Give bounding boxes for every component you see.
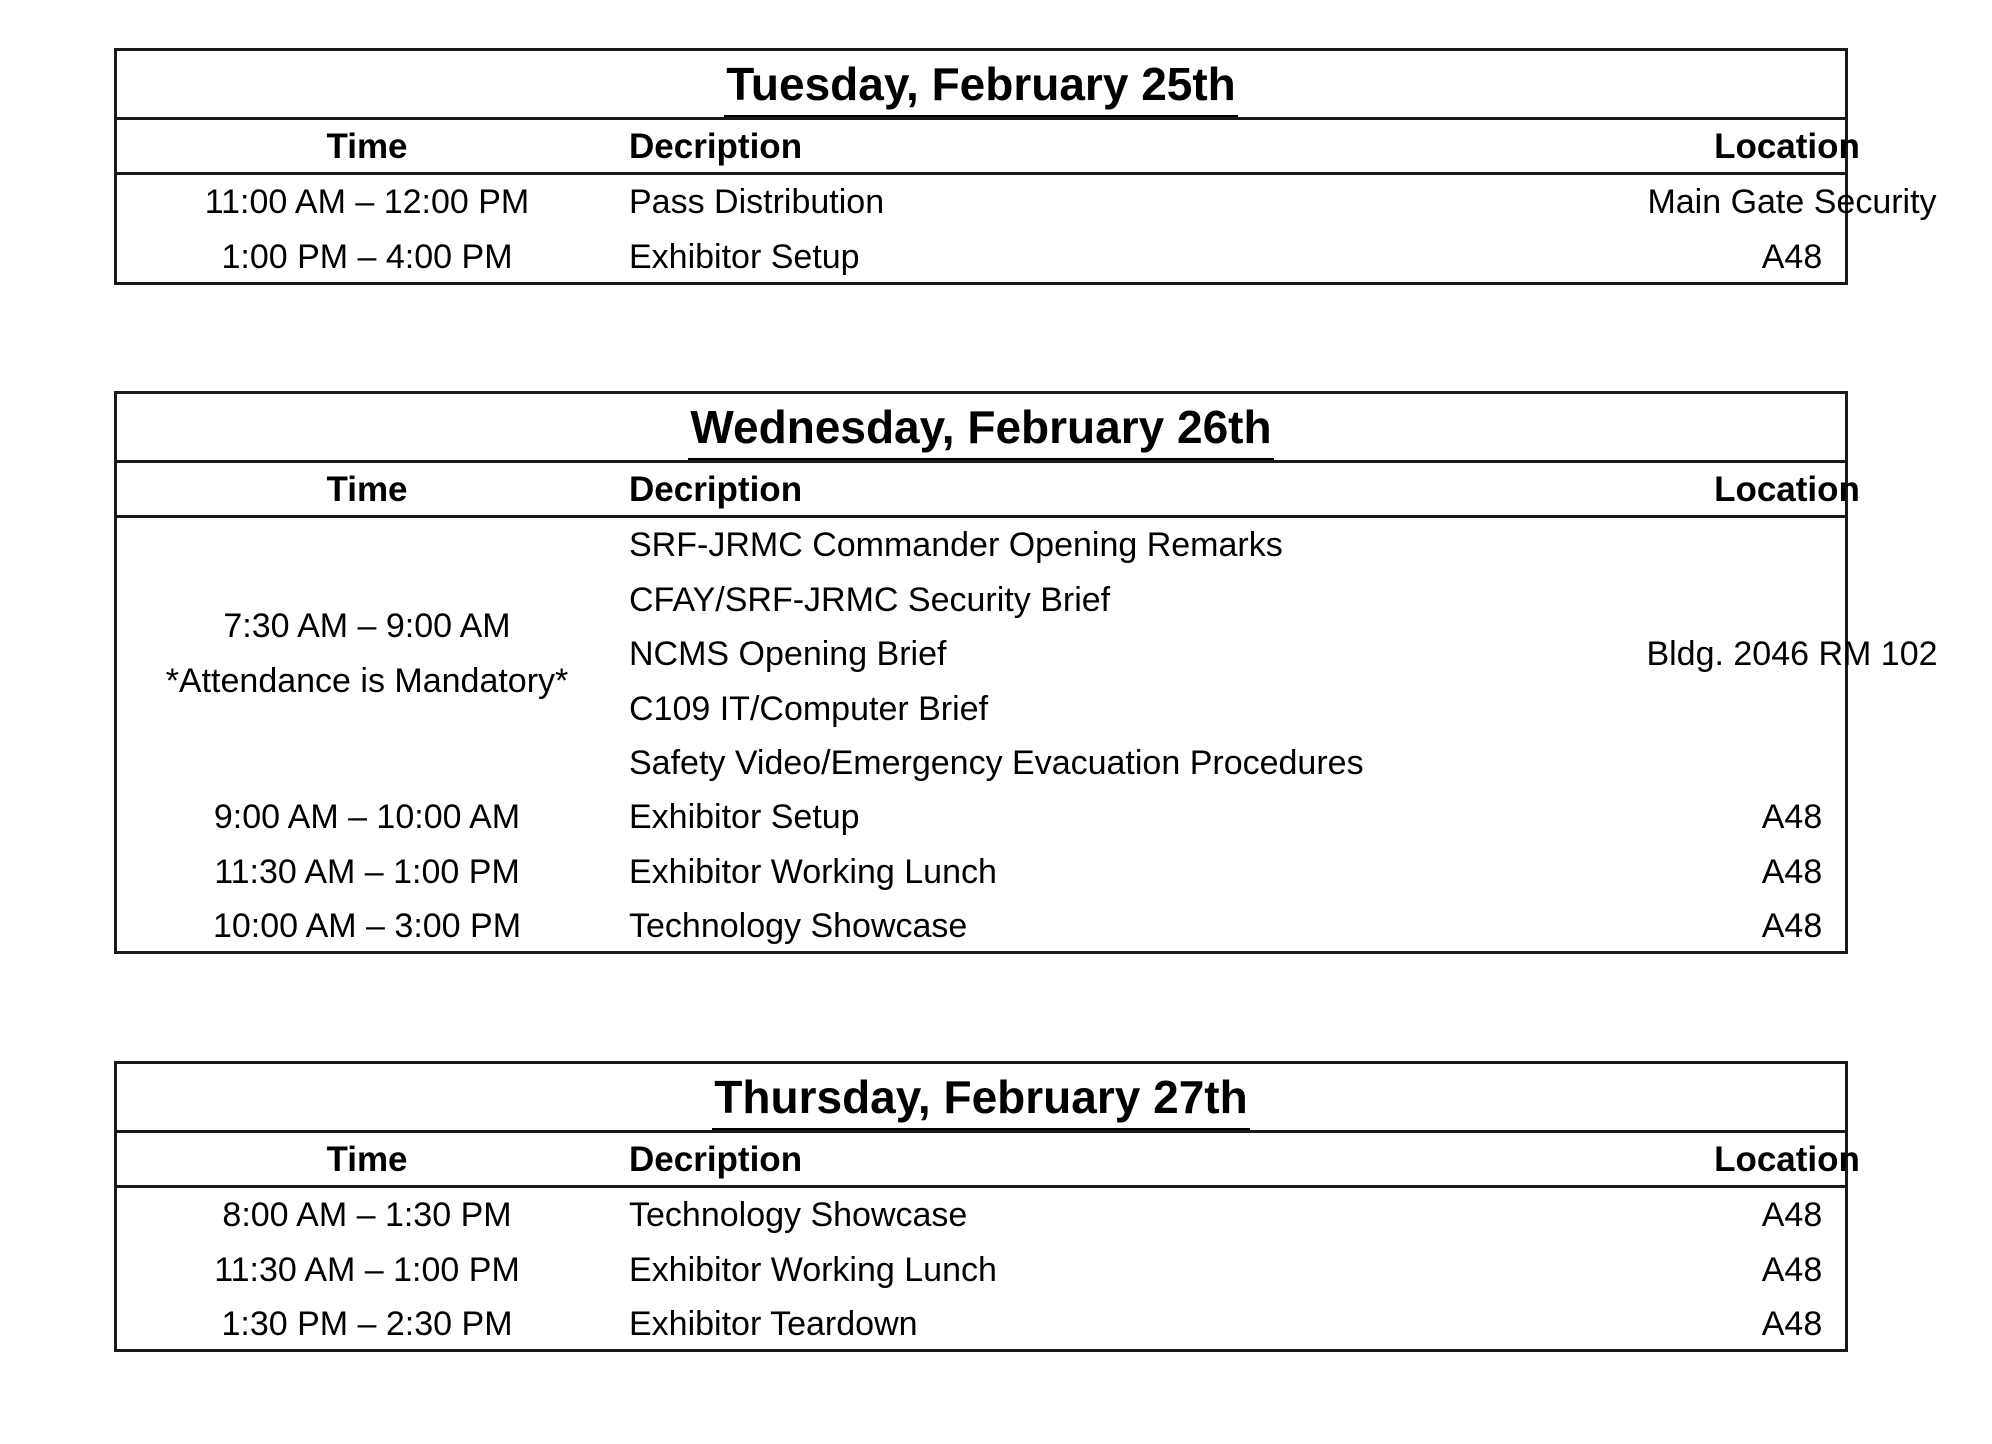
row-time: 11:00 AM – 12:00 PM bbox=[204, 183, 530, 221]
row-description: Exhibitor Setup bbox=[629, 798, 860, 836]
table-row bbox=[117, 790, 1845, 845]
row-description: Technology Showcase bbox=[629, 1196, 968, 1234]
opening-description-list bbox=[629, 518, 1364, 791]
header-time: Time bbox=[326, 127, 408, 166]
table-header bbox=[117, 1133, 1860, 1188]
row-description: Exhibitor Working Lunch bbox=[629, 1250, 997, 1289]
table-row bbox=[117, 1297, 1845, 1352]
table-row bbox=[117, 1243, 1845, 1298]
schedule-table-wednesday bbox=[114, 391, 1938, 954]
row-description: Exhibitor Setup bbox=[629, 237, 860, 276]
opening-location: Bldg. 2046 RM 102 bbox=[1646, 635, 1938, 673]
day-title bbox=[117, 394, 1845, 463]
row-description: Technology Showcase bbox=[629, 907, 968, 945]
opening-description-item: SRF-JRMC Commander Opening Remarks bbox=[629, 526, 1283, 564]
header-description: Decription bbox=[629, 470, 803, 509]
row-location: Main Gate Security bbox=[1647, 183, 1937, 221]
row-time: 9:00 AM – 10:00 AM bbox=[213, 798, 521, 836]
header-time: Time bbox=[326, 470, 408, 509]
opening-description-item: CFAY/SRF-JRMC Security Brief bbox=[629, 580, 1111, 619]
opening-description-item: C109 IT/Computer Brief bbox=[629, 689, 989, 728]
row-time: 1:00 PM – 4:00 PM bbox=[221, 237, 513, 276]
table-body bbox=[117, 1188, 1845, 1352]
row-location: A48 bbox=[1761, 798, 1823, 836]
row-time: 11:30 AM – 1:00 PM bbox=[214, 1250, 520, 1289]
opening-time: 7:30 AM – 9:00 AM bbox=[223, 607, 511, 645]
day-title-text: Tuesday, February 25th bbox=[724, 53, 1238, 117]
table-row bbox=[117, 175, 1937, 230]
table-row bbox=[117, 899, 1845, 954]
row-location: A48 bbox=[1761, 1250, 1823, 1289]
opening-block bbox=[117, 518, 1938, 790]
schedule-table-thursday bbox=[114, 1061, 1860, 1352]
table-header bbox=[117, 463, 1860, 518]
day-title bbox=[117, 51, 1845, 120]
opening-description-item: NCMS Opening Brief bbox=[629, 635, 947, 673]
row-location: A48 bbox=[1761, 1196, 1823, 1234]
row-description: Pass Distribution bbox=[629, 183, 885, 221]
schedule-table-tuesday bbox=[114, 48, 1937, 285]
table-body bbox=[117, 175, 1937, 284]
attendance-note: *Attendance is Mandatory* bbox=[165, 661, 569, 700]
opening-time-cell bbox=[117, 599, 617, 708]
table-row bbox=[117, 845, 1845, 900]
header-location: Location bbox=[1714, 470, 1860, 509]
row-location: A48 bbox=[1761, 1305, 1823, 1343]
row-location: A48 bbox=[1761, 852, 1823, 891]
header-description: Decription bbox=[629, 127, 803, 166]
row-time: 10:00 AM – 3:00 PM bbox=[212, 907, 522, 945]
row-time: 11:30 AM – 1:00 PM bbox=[214, 852, 520, 891]
row-time: 1:30 PM – 2:30 PM bbox=[221, 1305, 513, 1343]
header-time: Time bbox=[326, 1140, 408, 1179]
day-title-text: Wednesday, February 26th bbox=[688, 396, 1273, 460]
row-location: A48 bbox=[1761, 907, 1823, 945]
day-title-text: Thursday, February 27th bbox=[712, 1066, 1249, 1130]
row-description: Exhibitor Teardown bbox=[629, 1305, 918, 1343]
header-location: Location bbox=[1714, 127, 1860, 166]
table-row bbox=[117, 230, 1845, 285]
row-description: Exhibitor Working Lunch bbox=[629, 852, 997, 891]
day-title bbox=[117, 1064, 1845, 1133]
opening-description-item: Safety Video/Emergency Evacuation Procedures bbox=[629, 744, 1364, 782]
table-body bbox=[117, 790, 1845, 954]
row-time: 8:00 AM – 1:30 PM bbox=[222, 1196, 512, 1234]
row-location: A48 bbox=[1761, 237, 1823, 276]
table-row bbox=[117, 1188, 1845, 1243]
header-description: Decription bbox=[629, 1140, 803, 1179]
header-location: Location bbox=[1714, 1140, 1860, 1179]
table-header bbox=[117, 120, 1860, 175]
